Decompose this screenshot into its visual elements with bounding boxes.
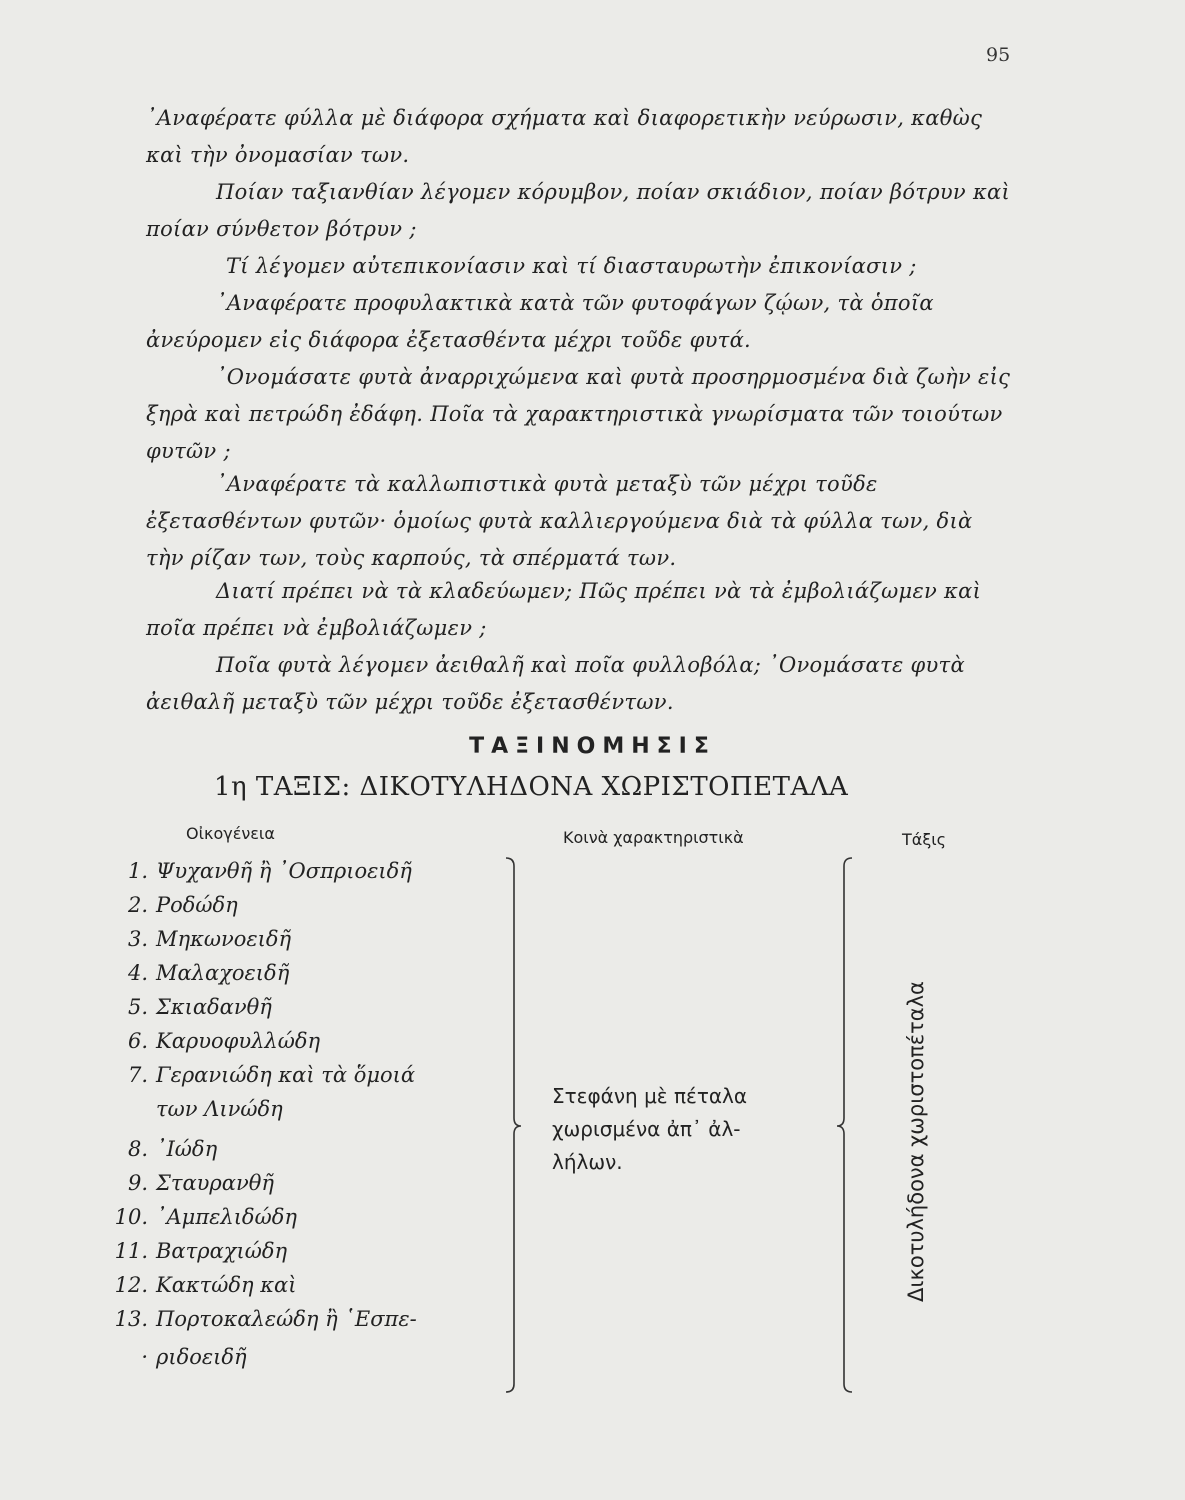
family-number: 1.	[127, 859, 148, 883]
family-name: Καρυοφυλλώδη	[156, 1029, 321, 1053]
family-name: Κακτώδη καὶ	[156, 1273, 297, 1297]
family-name: Μηκωνοειδῆ	[156, 927, 292, 951]
family-name: Ροδώδη	[156, 893, 238, 917]
question-2: Ποίαν ταξιανθίαν λέγομεν κόρυμβον, ποίαν σκιάδιον, ποίαν βότρυν καὶ ποίαν σύνθετον βότρυν ;	[146, 180, 1011, 241]
family-number: 13.	[114, 1307, 148, 1331]
family-number: ·	[141, 1345, 148, 1369]
family-number: 3.	[127, 927, 148, 951]
section-title: ΤΑΞΙΝΟΜΗΣΙΣ	[469, 734, 716, 759]
family-name: Πορτοκαλεώδη ἢ ῾Εσπε-	[156, 1307, 417, 1331]
question-5: ᾿Ονομάσατε φυτὰ ἀναρριχώμενα καὶ φυτὰ προσηρμοσμένα διὰ ζωὴν εἰς ξηρὰ καὶ πετρώδη ἐδάφη. Ποῖα τὰ χαρακτηριστικὰ γνωρίσματα τῶν τοιούτων φυτῶν ;	[146, 365, 1011, 463]
family-number: 2.	[127, 893, 148, 917]
order-name-vertical: Δικοτυλήδονα χωριστοπέταλα	[904, 981, 928, 1302]
right-brace-families	[506, 858, 521, 1392]
family-name: Σκιαδανθῆ	[156, 995, 272, 1019]
characteristics-text	[552, 1080, 747, 1179]
left-brace-order	[837, 858, 852, 1392]
column-header-order: Τάξις	[902, 830, 947, 849]
question-8: Ποῖα φυτὰ λέγομεν ἀειθαλῆ καὶ ποῖα φυλλοβόλα; ᾿Ονομάσατε φυτὰ ἀειθαλῆ μεταξὺ τῶν μέχρι τοῦδε ἐξετασθέντων.	[146, 653, 965, 714]
family-name: Ψυχανθῆ ἢ ᾿Οσπριοειδῆ	[156, 859, 412, 883]
family-number: 7.	[127, 1063, 148, 1087]
family-name: ᾿Αμπελιδώδη	[156, 1205, 297, 1229]
family-name: Γερανιώδη καὶ τὰ ὅμοιά	[156, 1063, 416, 1087]
family-number: 12.	[114, 1273, 148, 1297]
characteristics-line: λήλων.	[552, 1150, 623, 1174]
family-name: ριδοειδῆ	[156, 1345, 247, 1369]
characteristics-line: Στεφάνη μὲ πέταλα	[552, 1084, 748, 1108]
question-3: Τί λέγομεν αὐτεπικονίασιν καὶ τί διασταυρωτὴν ἐπικονίασιν ;	[226, 254, 917, 278]
characteristics-line: χωρισμένα ἀπ᾿ ἀλ-	[552, 1117, 741, 1141]
column-header-characteristics: Κοινὰ χαρακτηριστικὰ	[563, 828, 744, 847]
class-title: 1η ΤΑΞΙΣ: ΔΙΚΟΤΥΛΗΔΟΝΑ ΧΩΡΙΣΤΟΠΕΤΑΛΑ	[214, 772, 849, 802]
family-name: Μαλαχοειδῆ	[156, 961, 290, 985]
family-number: 10.	[114, 1205, 148, 1229]
page-number: 95	[986, 44, 1011, 66]
question-1: ᾿Αναφέρατε φύλλα μὲ διάφορα σχήματα καὶ διαφορετικὴν νεύρωσιν, καθὼς καὶ τὴν ὀνομασίαν των.	[146, 106, 983, 167]
question-7: Διατί πρέπει νὰ τὰ κλαδεύωμεν; Πῶς πρέπει νὰ τὰ ἐμβολιάζωμεν καὶ ποῖα πρέπει νὰ ἐμβολιάζωμεν ;	[146, 579, 982, 640]
column-header-family: Οἰκογένεια	[186, 824, 275, 843]
family-name: Βατραχιώδη	[156, 1239, 288, 1263]
family-number: 11.	[114, 1239, 148, 1263]
family-number: 4.	[127, 961, 148, 985]
question-6: ᾿Αναφέρατε τὰ καλλωπιστικὰ φυτὰ μεταξὺ τῶν μέχρι τοῦδε ἐξετασθέντων φυτῶν· ὁμοίως φυτὰ καλλιεργούμενα διὰ τὰ φύλλα των, διὰ τὴν ρίζαν των, τοὺς καρπούς, τὰ σπέρματά των.	[146, 472, 973, 570]
family-name: Σταυρανθῆ	[156, 1171, 274, 1195]
family-number: 9.	[127, 1171, 148, 1195]
family-name: των Λινώδη	[156, 1097, 283, 1121]
family-number: 8.	[127, 1137, 148, 1161]
question-4: ᾿Αναφέρατε προφυλακτικὰ κατὰ τῶν φυτοφάγων ζῴων, τὰ ὁποῖα ἀνεύρομεν εἰς διάφορα ἐξετασθέντα μέχρι τοῦδε φυτά.	[146, 291, 934, 352]
family-number: 5.	[127, 995, 148, 1019]
family-number: 6.	[127, 1029, 148, 1053]
family-name: ᾿Ιώδη	[156, 1137, 218, 1161]
